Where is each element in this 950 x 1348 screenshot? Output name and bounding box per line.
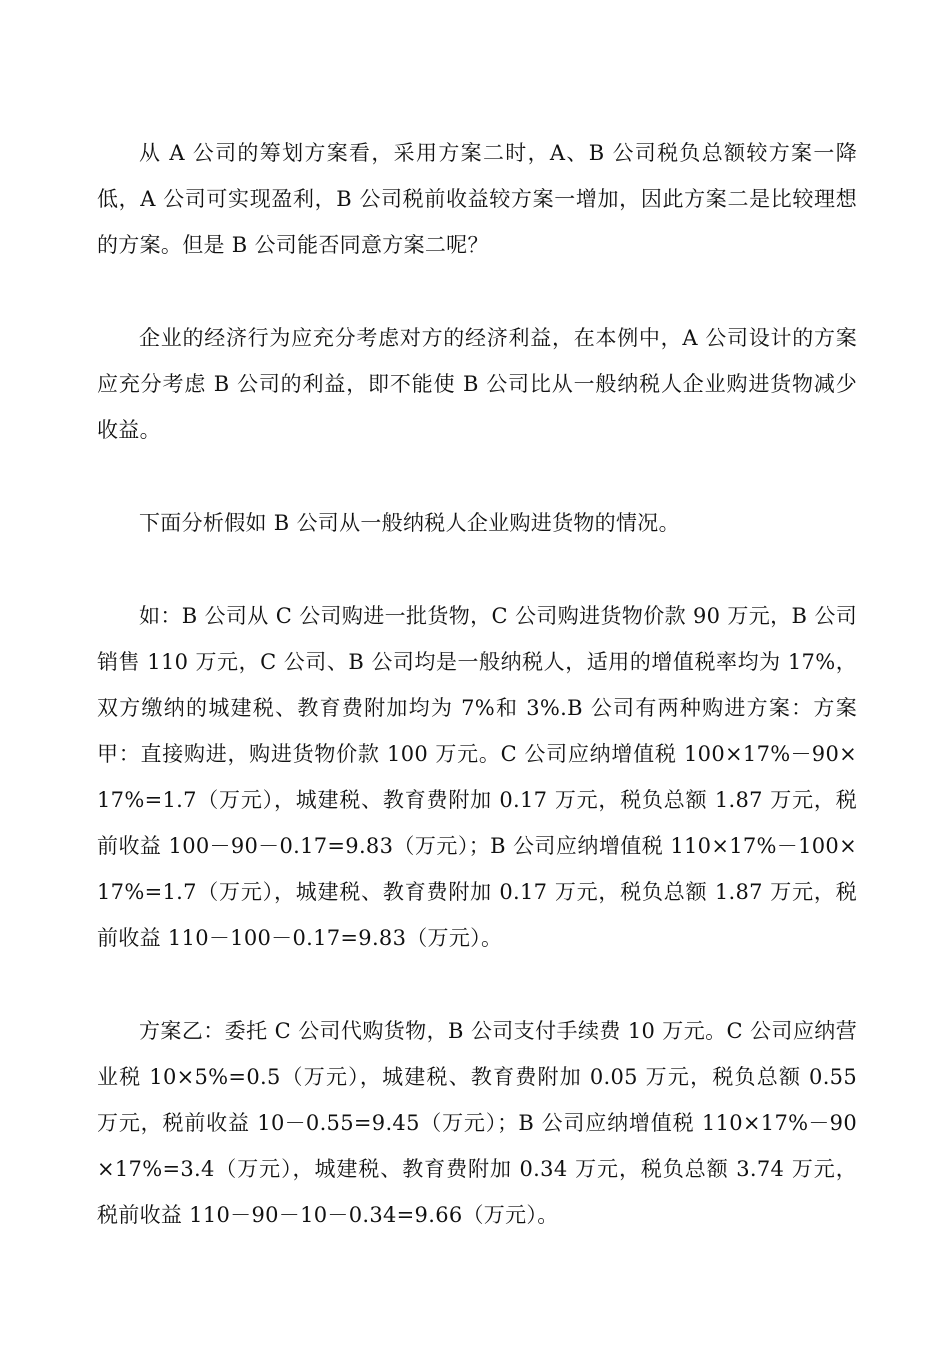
paragraph-plan-a-example: 如：B 公司从 C 公司购进一批货物，C 公司购进货物价款 90 万元，B 公司销售 110 万元，C 公司、B 公司均是一般纳税人，适用的增值税率均为 17%，双方缴纳的城建税、教育费附加均为 7%和 3%.B 公司有两种购进方案：方案甲：直接购进，购进货物价款 100 万元。C 公司应纳增值税 100×17%－90×17%=1.7（万元），城建税、教育费附加 0.17 万元，税负总额 1.87 万元，税前收益 100－90－0.17=9.83（万元）；B 公司应纳增值税 110×17%－100×17%=1.7（万元），城建税、教育费附加 0.17 万元，税负总额 1.87 万元，税前收益 110－100－0.17=9.83（万元）。 <box>97 604 857 950</box>
paragraph-plan-comparison: 从 A 公司的筹划方案看，采用方案二时，A、B 公司税负总额较方案一降低，A 公司可实现盈利，B 公司税前收益较方案一增加，因此方案二是比较理想的方案。但是 B 公司能否同意方案二呢？ <box>97 141 857 257</box>
document-body <box>97 130 857 1238</box>
paragraph-plan-b-example: 方案乙：委托 C 公司代购货物，B 公司支付手续费 10 万元。C 公司应纳营业税 10×5%=0.5（万元），城建税、教育费附加 0.05 万元，税负总额 0.55 万元，税前收益 10－0.55=9.45（万元）；B 公司应纳增值税 110×17%－90×17%=3.4（万元），城建税、教育费附加 0.34 万元，税负总额 3.74 万元，税前收益 110－90－10－0.34=9.66（万元）。 <box>97 1019 857 1227</box>
paragraph-counterparty-interest: 企业的经济行为应充分考虑对方的经济利益，在本例中，A 公司设计的方案应充分考虑 B 公司的利益，即不能使 B 公司比从一般纳税人企业购进货物减少收益。 <box>97 326 857 442</box>
paragraph-analysis-intro: 下面分析假如 B 公司从一般纳税人企业购进货物的情况。 <box>139 511 680 535</box>
